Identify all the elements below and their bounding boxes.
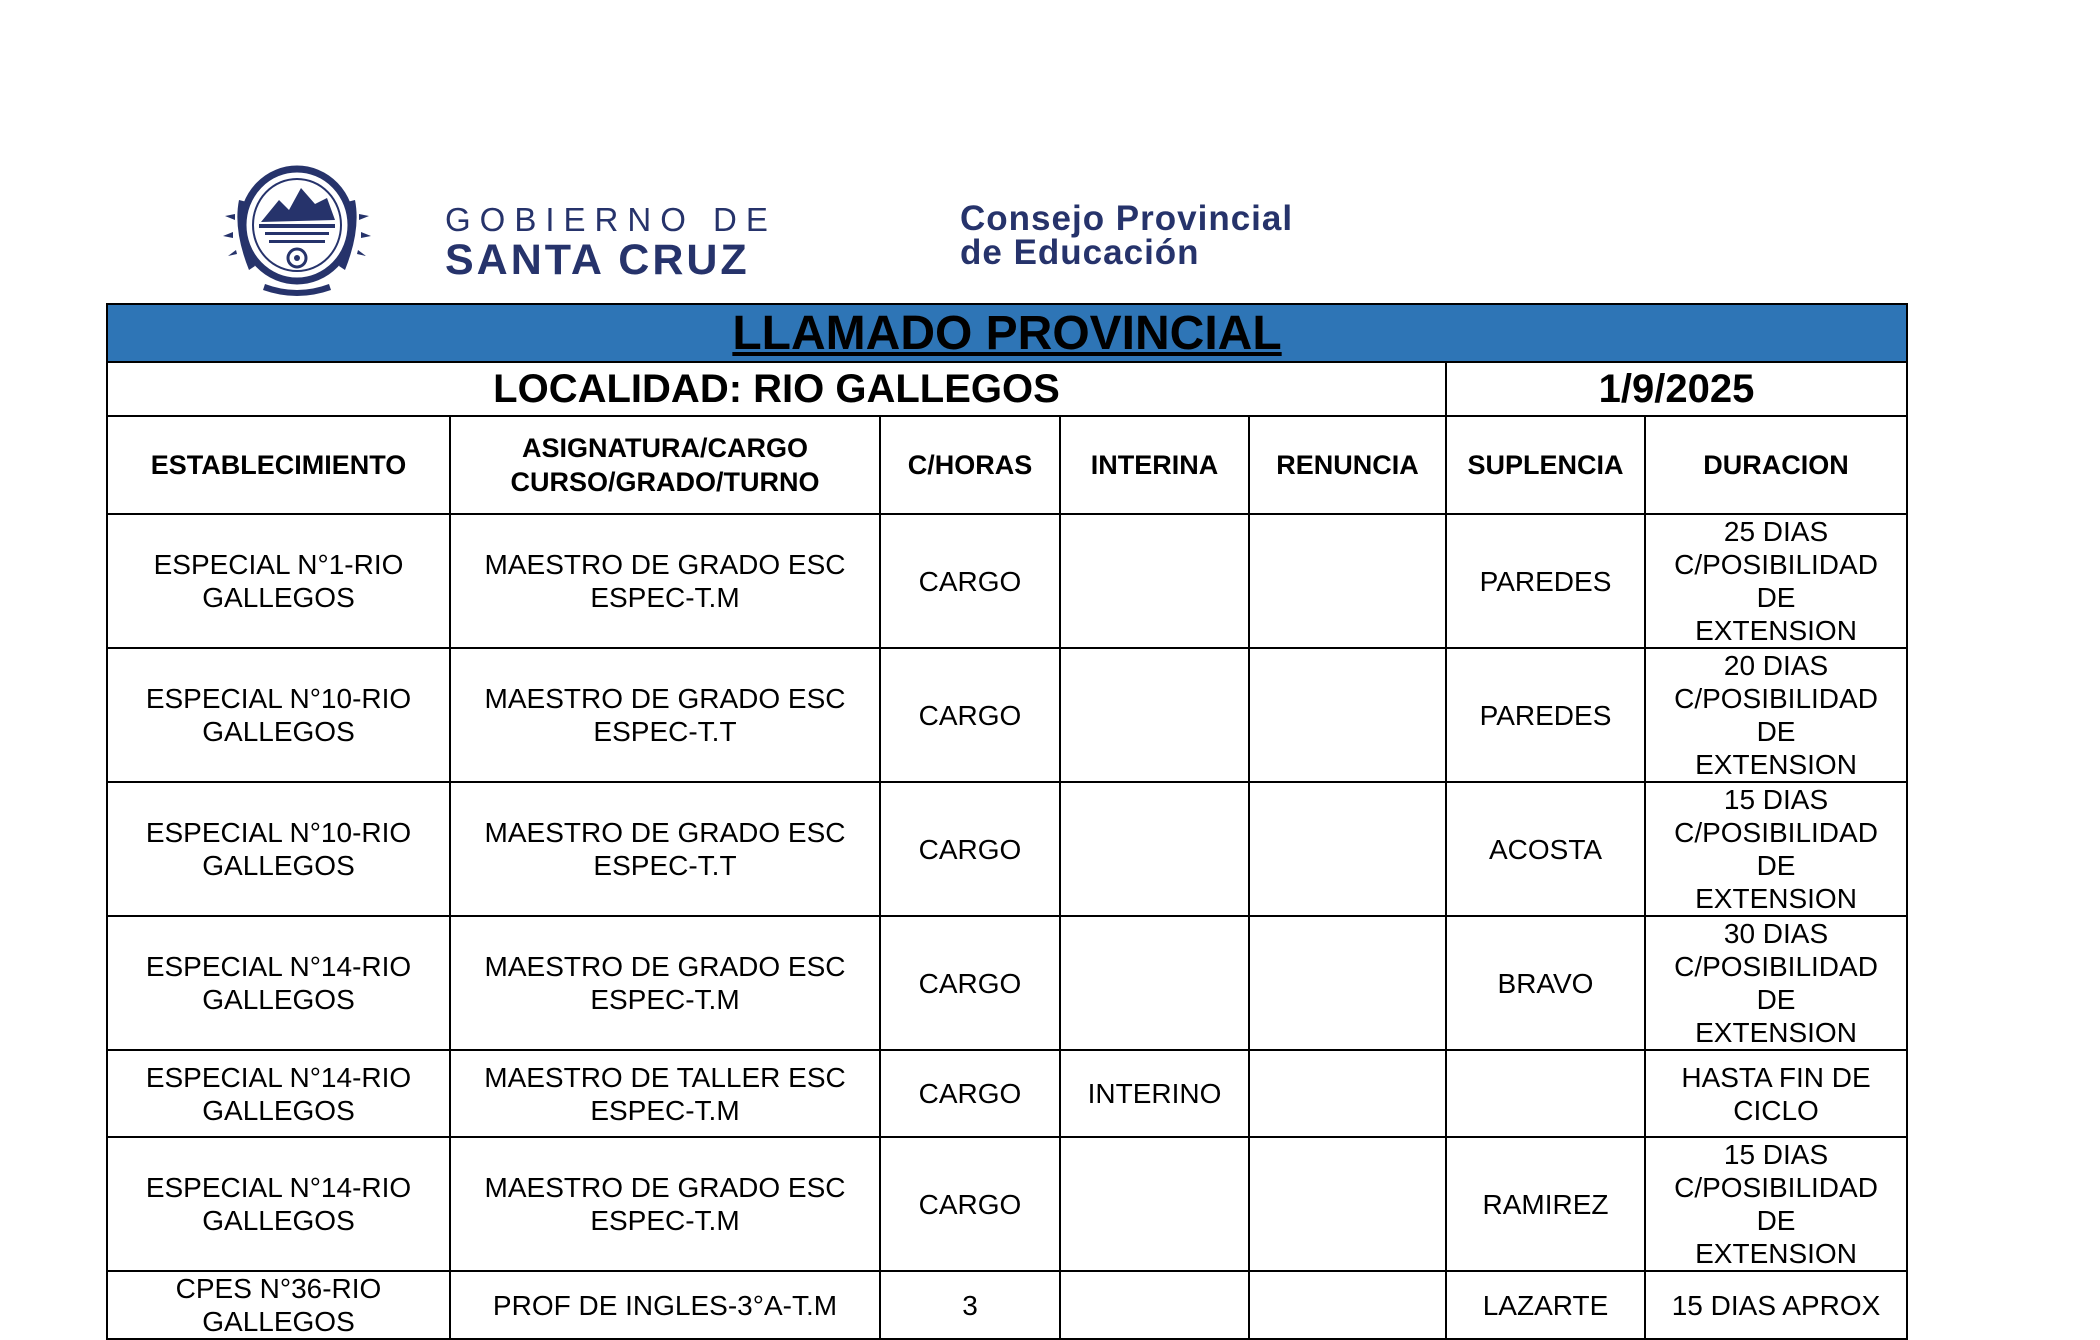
col-establecimiento: ESTABLECIMIENTO [107, 416, 450, 514]
table-row [107, 1137, 1907, 1271]
cell-horas: CARGO [880, 1050, 1060, 1137]
cell-establecimiento: ESPECIAL N°1-RIO GALLEGOS [107, 514, 450, 648]
col-duracion: DURACION [1645, 416, 1907, 514]
cell-asignatura: MAESTRO DE GRADO ESC ESPEC-T.M [450, 916, 880, 1050]
council-wordmark [960, 199, 1294, 272]
cell-duracion: 30 DIAS C/POSIBILIDAD DE EXTENSION [1645, 916, 1907, 1050]
page-title: LLAMADO PROVINCIAL [107, 304, 1907, 362]
santa-cruz-seal-logo [205, 160, 405, 300]
cell-interina [1060, 1137, 1249, 1271]
cell-establecimiento: ESPECIAL N°14-RIO GALLEGOS [107, 1137, 450, 1271]
letterhead [205, 160, 1405, 300]
cell-interina [1060, 514, 1249, 648]
col-horas: C/HORAS [880, 416, 1060, 514]
cell-interina: INTERINO [1060, 1050, 1249, 1137]
government-wordmark [445, 202, 777, 282]
cell-horas: CARGO [880, 648, 1060, 782]
col-renuncia: RENUNCIA [1249, 416, 1446, 514]
table-row [107, 782, 1907, 916]
table-row [107, 514, 1907, 648]
cell-suplencia: RAMIREZ [1446, 1137, 1645, 1271]
cell-renuncia [1249, 916, 1446, 1050]
cell-asignatura: MAESTRO DE TALLER ESC ESPEC-T.M [450, 1050, 880, 1137]
cell-duracion: 15 DIAS APROX [1645, 1271, 1907, 1339]
cell-asignatura: MAESTRO DE GRADO ESC ESPEC-T.M [450, 1137, 880, 1271]
cell-renuncia [1249, 782, 1446, 916]
cell-suplencia: PAREDES [1446, 648, 1645, 782]
cell-suplencia: BRAVO [1446, 916, 1645, 1050]
call-table [106, 303, 1908, 1340]
cell-duracion: HASTA FIN DE CICLO [1645, 1050, 1907, 1137]
cell-duracion: 20 DIAS C/POSIBILIDAD DE EXTENSION [1645, 648, 1907, 782]
table-row [107, 1050, 1907, 1137]
cell-renuncia [1249, 648, 1446, 782]
col-asignatura: ASIGNATURA/CARGO CURSO/GRADO/TURNO [450, 416, 880, 514]
cell-asignatura: MAESTRO DE GRADO ESC ESPEC-T.T [450, 782, 880, 916]
cell-establecimiento: ESPECIAL N°10-RIO GALLEGOS [107, 648, 450, 782]
council-line-1: Consejo Provincial [960, 199, 1294, 238]
table-row [107, 916, 1907, 1050]
cell-renuncia [1249, 1271, 1446, 1339]
cell-interina [1060, 782, 1249, 916]
cell-horas: 3 [880, 1271, 1060, 1339]
table-body [107, 514, 1907, 1339]
cell-establecimiento: ESPECIAL N°10-RIO GALLEGOS [107, 782, 450, 916]
cell-renuncia [1249, 1137, 1446, 1271]
locality-row [107, 362, 1907, 416]
cell-horas: CARGO [880, 514, 1060, 648]
cell-horas: CARGO [880, 1137, 1060, 1271]
gov-line-1: GOBIERNO DE [445, 201, 777, 238]
title-row [107, 304, 1907, 362]
cell-interina [1060, 648, 1249, 782]
cell-duracion: 25 DIAS C/POSIBILIDAD DE EXTENSION [1645, 514, 1907, 648]
cell-asignatura: MAESTRO DE GRADO ESC ESPEC-T.M [450, 514, 880, 648]
date-label: 1/9/2025 [1446, 362, 1907, 416]
table-row [107, 648, 1907, 782]
cell-duracion: 15 DIAS C/POSIBILIDAD DE EXTENSION [1645, 782, 1907, 916]
cell-asignatura: MAESTRO DE GRADO ESC ESPEC-T.T [450, 648, 880, 782]
cell-interina [1060, 916, 1249, 1050]
locality-label: LOCALIDAD: RIO GALLEGOS [107, 362, 1446, 416]
gov-line-2: SANTA CRUZ [445, 236, 750, 284]
cell-suplencia: LAZARTE [1446, 1271, 1645, 1339]
cell-suplencia [1446, 1050, 1645, 1137]
cell-suplencia: PAREDES [1446, 514, 1645, 648]
cell-horas: CARGO [880, 916, 1060, 1050]
cell-asignatura: PROF DE INGLES-3°A-T.M [450, 1271, 880, 1339]
cell-establecimiento: ESPECIAL N°14-RIO GALLEGOS [107, 916, 450, 1050]
table-row [107, 1271, 1907, 1339]
cell-horas: CARGO [880, 782, 1060, 916]
col-interina: INTERINA [1060, 416, 1249, 514]
cell-suplencia: ACOSTA [1446, 782, 1645, 916]
council-line-2: de Educación [960, 233, 1200, 272]
cell-establecimiento: CPES N°36-RIO GALLEGOS [107, 1271, 450, 1339]
col-suplencia: SUPLENCIA [1446, 416, 1645, 514]
cell-renuncia [1249, 1050, 1446, 1137]
cell-establecimiento: ESPECIAL N°14-RIO GALLEGOS [107, 1050, 450, 1137]
cell-duracion: 15 DIAS C/POSIBILIDAD DE EXTENSION [1645, 1137, 1907, 1271]
header-row [107, 416, 1907, 514]
cell-interina [1060, 1271, 1249, 1339]
cell-renuncia [1249, 514, 1446, 648]
